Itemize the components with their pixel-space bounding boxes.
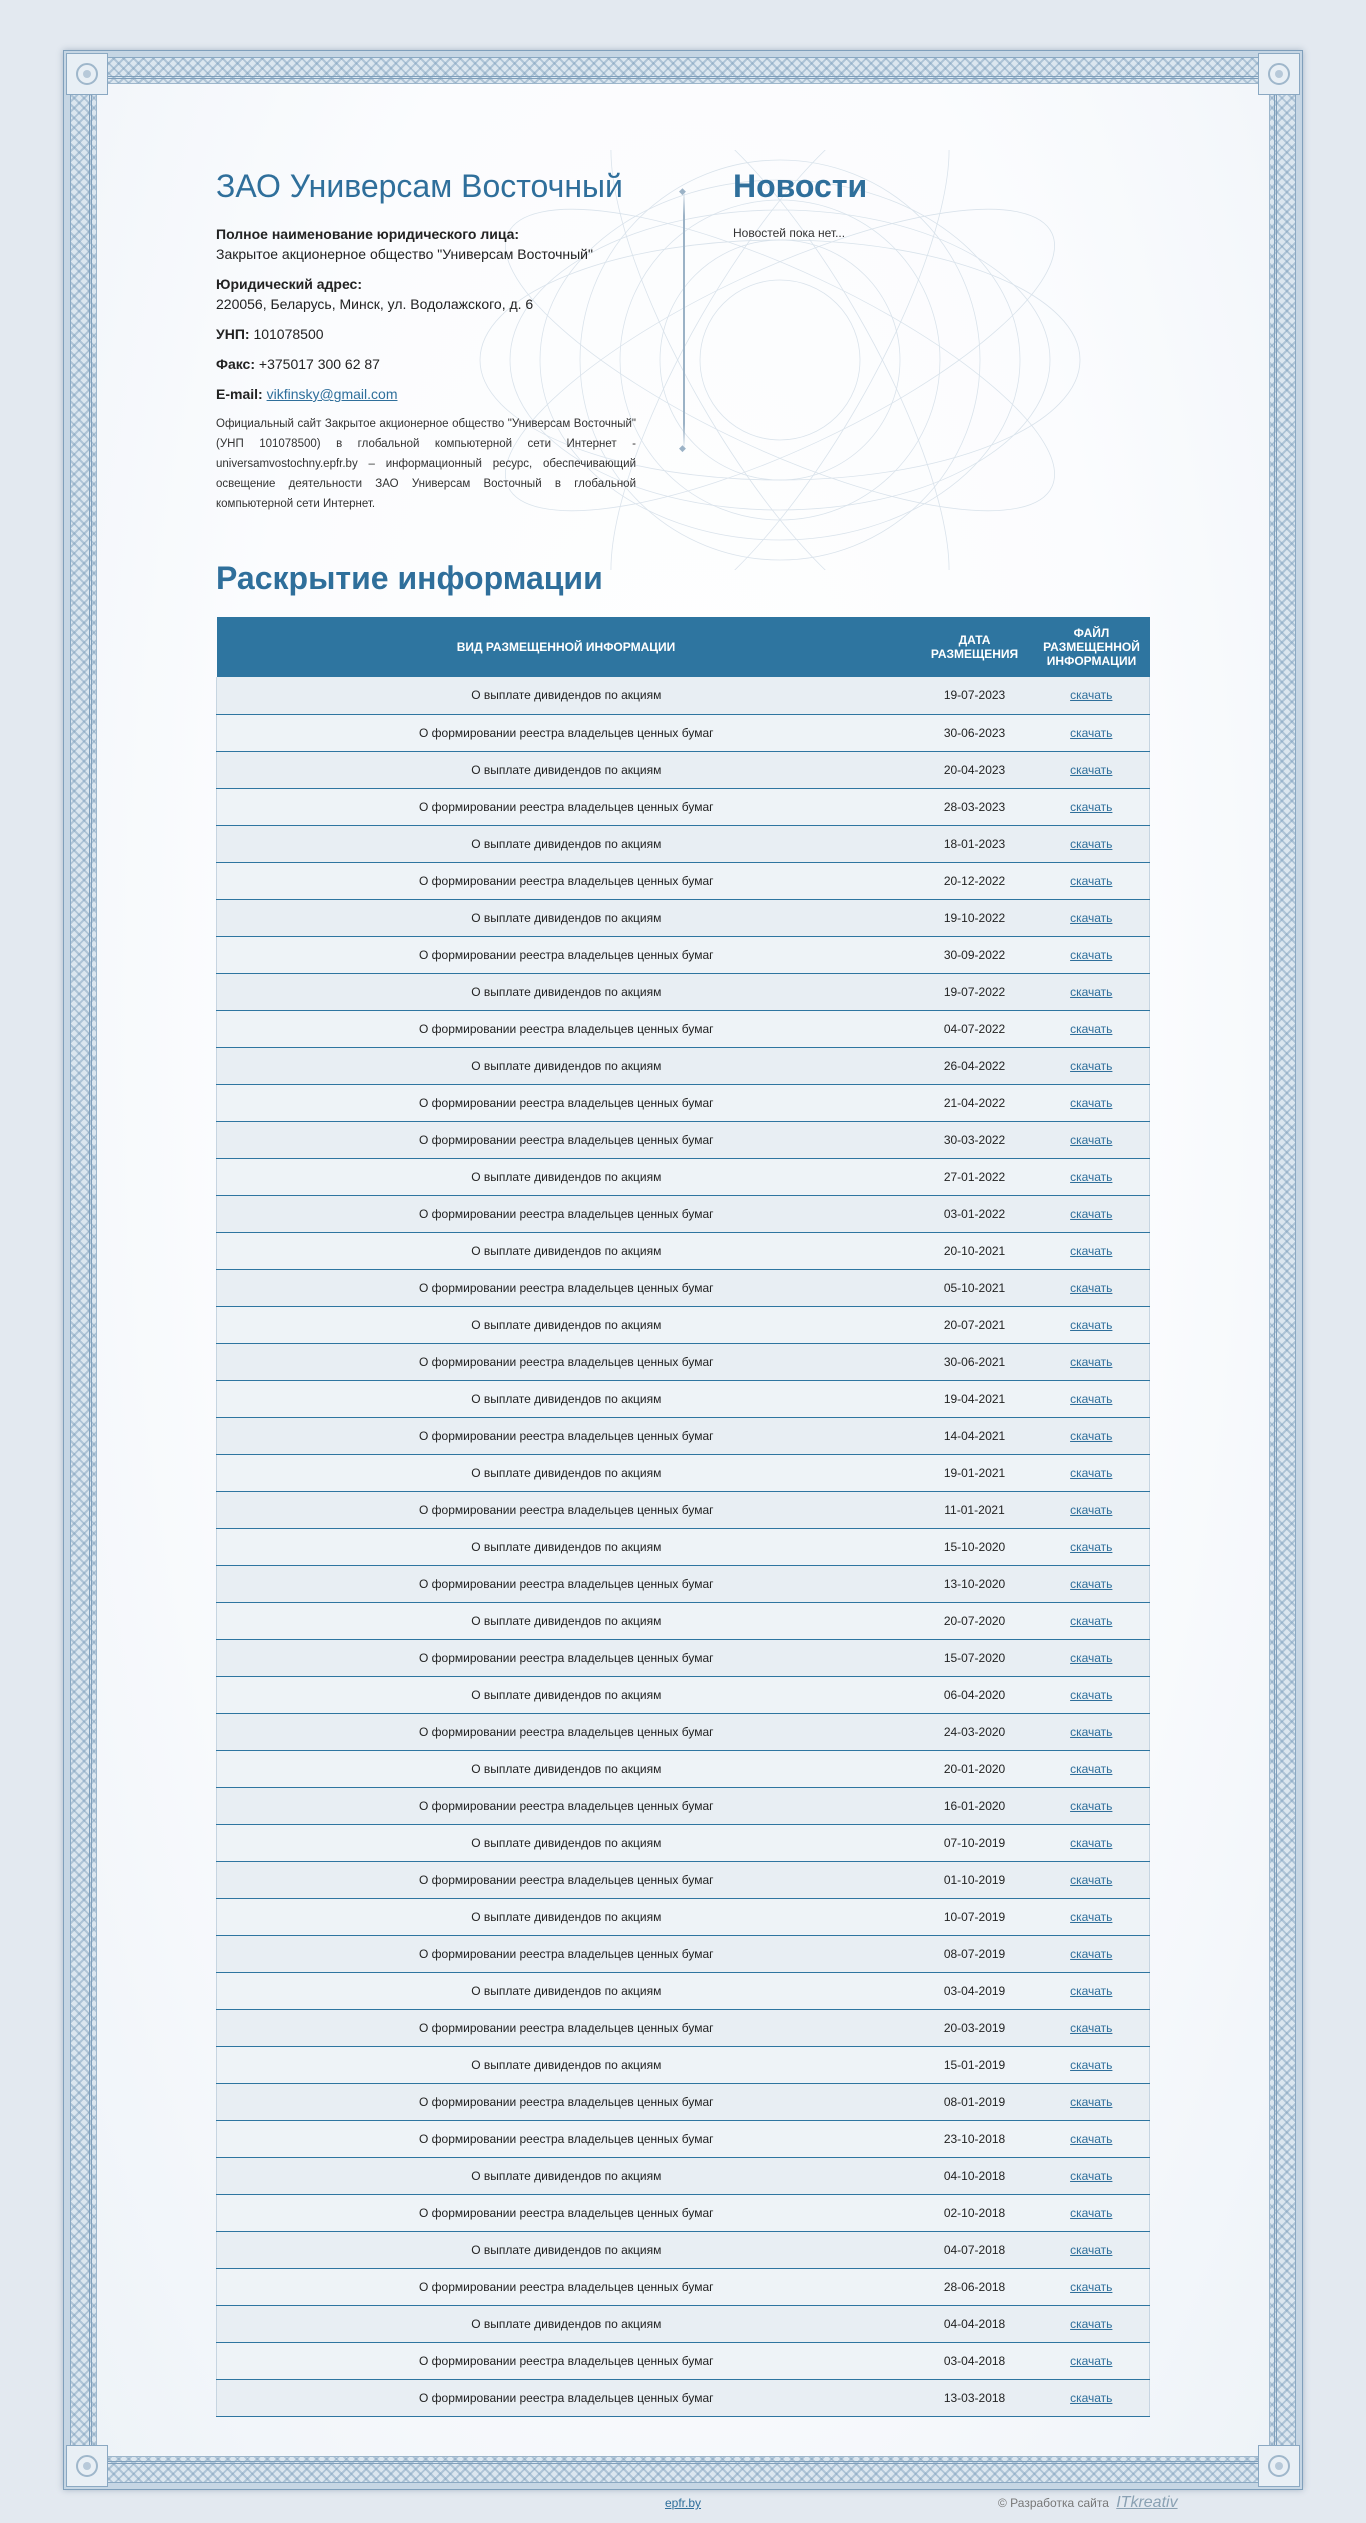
date-cell: 05-10-2021 — [916, 1269, 1034, 1306]
site-description: Официальный сайт Закрытое акционерное общество "Универсам Восточный" (УНП 101078500) в глобальной компьютерной сети Интернет - universamvostochny.epfr.by – информационный ресурс, обеспечивающий освещение деятельности ЗАО Универсам Восточный в глобальной компьютерной сети Интернет. — [216, 418, 636, 510]
info-type-cell: О выплате дивидендов по акциям — [217, 1528, 916, 1565]
info-type-cell: О формировании реестра владельцев ценных бумаг — [217, 2009, 916, 2046]
table-row — [217, 1343, 1150, 1380]
developer-logo[interactable]: ITkreativ — [1116, 2494, 1178, 2511]
email-label: E-mail: — [216, 386, 263, 402]
info-type-cell: О выплате дивидендов по акциям — [217, 1824, 916, 1861]
info-type-cell: О формировании реестра владельцев ценных бумаг — [217, 2194, 916, 2231]
download-link[interactable]: скачать — [1070, 1021, 1113, 1036]
table-row — [217, 1158, 1150, 1195]
file-cell — [1034, 2083, 1150, 2120]
table-row — [217, 1935, 1150, 1972]
info-type-cell: О формировании реестра владельцев ценных бумаг — [217, 2083, 916, 2120]
info-type-cell: О формировании реестра владельцев ценных бумаг — [217, 862, 916, 899]
file-cell — [1034, 2379, 1150, 2416]
info-type-cell: О формировании реестра владельцев ценных бумаг — [217, 1713, 916, 1750]
table-row — [217, 2083, 1150, 2120]
download-link[interactable]: скачать — [1070, 1798, 1113, 1813]
download-link[interactable]: скачать — [1070, 2279, 1113, 2294]
info-type-cell: О формировании реестра владельцев ценных бумаг — [217, 1565, 916, 1602]
date-cell: 04-04-2018 — [916, 2305, 1034, 2342]
download-link[interactable]: скачать — [1070, 762, 1113, 777]
file-cell — [1034, 862, 1150, 899]
table-row — [217, 1602, 1150, 1639]
download-link[interactable]: скачать — [1070, 1872, 1113, 1887]
table-row — [217, 2231, 1150, 2268]
table-row — [217, 2379, 1150, 2416]
address-label: Юридический адрес: — [216, 276, 362, 292]
company-title: ЗАО Универсам Восточный — [216, 168, 623, 204]
date-cell: 04-07-2018 — [916, 2231, 1034, 2268]
fax-row — [216, 354, 636, 374]
table-row — [217, 2009, 1150, 2046]
file-cell — [1034, 1972, 1150, 2009]
download-link[interactable]: скачать — [1070, 1206, 1113, 1221]
table-row — [217, 936, 1150, 973]
unp-value: 101078500 — [253, 326, 324, 342]
file-cell — [1034, 1269, 1150, 1306]
info-type-cell: О выплате дивидендов по акциям — [217, 2046, 916, 2083]
email-row — [216, 384, 636, 404]
info-type-cell: О выплате дивидендов по акциям — [217, 1380, 916, 1417]
download-link[interactable]: скачать — [1070, 2316, 1113, 2331]
download-link[interactable]: скачать — [1070, 1835, 1113, 1850]
file-cell — [1034, 714, 1150, 751]
file-cell — [1034, 1232, 1150, 1269]
developer-text: © Разработка сайта — [998, 2496, 1109, 2510]
file-cell — [1034, 825, 1150, 862]
table-row — [217, 1380, 1150, 1417]
date-cell: 20-03-2019 — [916, 2009, 1034, 2046]
unp-label: УНП: — [216, 326, 250, 342]
file-cell — [1034, 1047, 1150, 1084]
file-cell — [1034, 751, 1150, 788]
corner-ornament-icon — [66, 2445, 108, 2487]
file-cell — [1034, 2305, 1150, 2342]
info-type-cell: О формировании реестра владельцев ценных бумаг — [217, 1787, 916, 1824]
table-row — [217, 899, 1150, 936]
file-cell — [1034, 1935, 1150, 1972]
file-cell — [1034, 1676, 1150, 1713]
info-type-cell: О выплате дивидендов по акциям — [217, 1972, 916, 2009]
download-link[interactable]: скачать — [1070, 2131, 1113, 2146]
download-link[interactable]: скачать — [1070, 1391, 1113, 1406]
table-row — [217, 1232, 1150, 1269]
file-cell — [1034, 1417, 1150, 1454]
full-name-row — [216, 224, 636, 264]
file-cell — [1034, 1084, 1150, 1121]
email-link[interactable]: vikfinsky@gmail.com — [266, 386, 398, 402]
date-cell: 18-01-2023 — [916, 825, 1034, 862]
table-row — [217, 1528, 1150, 1565]
table-row — [217, 1565, 1150, 1602]
disclosure-table — [216, 617, 1150, 2417]
date-cell: 21-04-2022 — [916, 1084, 1034, 1121]
fax-label: Факс: — [216, 356, 256, 372]
column-header-date: ДАТА РАЗМЕЩЕНИЯ — [916, 617, 1034, 677]
info-type-cell: О формировании реестра владельцев ценных бумаг — [217, 1861, 916, 1898]
table-row — [217, 1195, 1150, 1232]
table-row — [217, 2157, 1150, 2194]
date-cell: 04-10-2018 — [916, 2157, 1034, 2194]
table-row — [217, 2194, 1150, 2231]
info-type-cell: О формировании реестра владельцев ценных бумаг — [217, 1491, 916, 1528]
download-link[interactable]: скачать — [1070, 1724, 1113, 1739]
info-type-cell: О формировании реестра владельцев ценных бумаг — [217, 1010, 916, 1047]
download-link[interactable]: скачать — [1070, 984, 1113, 999]
table-row — [217, 973, 1150, 1010]
date-cell: 08-07-2019 — [916, 1935, 1034, 1972]
download-link[interactable]: скачать — [1070, 1132, 1113, 1147]
file-cell — [1034, 1306, 1150, 1343]
date-cell: 30-09-2022 — [916, 936, 1034, 973]
info-type-cell: О формировании реестра владельцев ценных бумаг — [217, 1343, 916, 1380]
download-link[interactable]: скачать — [1070, 1243, 1113, 1258]
table-row — [217, 1084, 1150, 1121]
file-cell — [1034, 2009, 1150, 2046]
info-type-cell: О формировании реестра владельцев ценных бумаг — [217, 2379, 916, 2416]
info-type-cell: О формировании реестра владельцев ценных бумаг — [217, 2342, 916, 2379]
table-row — [217, 2305, 1150, 2342]
download-link[interactable]: скачать — [1070, 1502, 1113, 1517]
download-link[interactable]: скачать — [1070, 1280, 1113, 1295]
info-type-cell: О выплате дивидендов по акциям — [217, 1232, 916, 1269]
info-type-cell: О формировании реестра владельцев ценных бумаг — [217, 1639, 916, 1676]
date-cell: 20-10-2021 — [916, 1232, 1034, 1269]
date-cell: 30-06-2021 — [916, 1343, 1034, 1380]
table-row — [217, 751, 1150, 788]
file-cell — [1034, 1158, 1150, 1195]
date-cell: 30-06-2023 — [916, 714, 1034, 751]
info-type-cell: О формировании реестра владельцев ценных бумаг — [217, 2268, 916, 2305]
date-cell: 20-07-2021 — [916, 1306, 1034, 1343]
info-type-cell: О выплате дивидендов по акциям — [217, 1047, 916, 1084]
download-link[interactable]: скачать — [1070, 873, 1113, 888]
table-row — [217, 1010, 1150, 1047]
info-type-cell: О выплате дивидендов по акциям — [217, 1454, 916, 1491]
download-link[interactable]: скачать — [1070, 1946, 1113, 1961]
download-link[interactable]: скачать — [1070, 910, 1113, 925]
table-row — [217, 788, 1150, 825]
date-cell: 14-04-2021 — [916, 1417, 1034, 1454]
download-link[interactable]: скачать — [1070, 1095, 1113, 1110]
file-cell — [1034, 1898, 1150, 1935]
table-row — [217, 1787, 1150, 1824]
download-link[interactable]: скачать — [1070, 2168, 1113, 2183]
news-title: Новости — [733, 168, 868, 204]
table-row — [217, 1417, 1150, 1454]
file-cell — [1034, 2231, 1150, 2268]
date-cell: 19-01-2021 — [916, 1454, 1034, 1491]
download-link[interactable]: скачать — [1070, 2242, 1113, 2257]
info-type-cell: О выплате дивидендов по акциям — [217, 1158, 916, 1195]
column-header-type: ВИД РАЗМЕЩЕННОЙ ИНФОРМАЦИИ — [217, 617, 916, 677]
address-value: 220056, Беларусь, Минск, ул. Водолажского, д. 6 — [216, 296, 534, 312]
info-type-cell: О формировании реестра владельцев ценных бумаг — [217, 714, 916, 751]
download-link[interactable]: скачать — [1070, 1650, 1113, 1665]
info-type-cell: О формировании реестра владельцев ценных бумаг — [217, 1121, 916, 1158]
table-row — [217, 2342, 1150, 2379]
info-type-cell: О формировании реестра владельцев ценных бумаг — [217, 1935, 916, 1972]
date-cell: 20-04-2023 — [916, 751, 1034, 788]
file-cell — [1034, 1528, 1150, 1565]
news-empty-text: Новостей пока нет... — [733, 226, 846, 240]
download-link[interactable]: скачать — [1070, 799, 1113, 814]
table-row — [217, 714, 1150, 751]
file-cell — [1034, 1861, 1150, 1898]
download-link[interactable]: скачать — [1070, 2390, 1113, 2405]
table-row — [217, 1861, 1150, 1898]
date-cell: 03-01-2022 — [916, 1195, 1034, 1232]
info-type-cell: О выплате дивидендов по акциям — [217, 899, 916, 936]
table-header-row — [217, 617, 1150, 677]
info-type-cell: О формировании реестра владельцев ценных бумаг — [217, 1417, 916, 1454]
date-cell: 13-10-2020 — [916, 1565, 1034, 1602]
date-cell: 19-07-2023 — [916, 677, 1034, 714]
date-cell: 02-10-2018 — [916, 2194, 1034, 2231]
file-cell — [1034, 1195, 1150, 1232]
date-cell: 11-01-2021 — [916, 1491, 1034, 1528]
date-cell: 06-04-2020 — [916, 1676, 1034, 1713]
date-cell: 23-10-2018 — [916, 2120, 1034, 2157]
date-cell: 19-04-2021 — [916, 1380, 1034, 1417]
date-cell: 15-10-2020 — [916, 1528, 1034, 1565]
file-cell — [1034, 1713, 1150, 1750]
file-cell — [1034, 1602, 1150, 1639]
info-type-cell: О выплате дивидендов по акциям — [217, 2305, 916, 2342]
date-cell: 01-10-2019 — [916, 1861, 1034, 1898]
file-cell — [1034, 2268, 1150, 2305]
table-row — [217, 677, 1150, 714]
file-cell — [1034, 2194, 1150, 2231]
date-cell: 26-04-2022 — [916, 1047, 1034, 1084]
file-cell — [1034, 677, 1150, 714]
company-info — [216, 224, 636, 514]
download-link[interactable]: скачать — [1070, 1909, 1113, 1924]
download-link[interactable]: скачать — [1070, 1983, 1113, 1998]
date-cell: 15-01-2019 — [916, 2046, 1034, 2083]
corner-ornament-icon — [1258, 53, 1300, 95]
file-cell — [1034, 1380, 1150, 1417]
table-row — [217, 1121, 1150, 1158]
info-type-cell: О выплате дивидендов по акциям — [217, 751, 916, 788]
info-type-cell: О формировании реестра владельцев ценных бумаг — [217, 1269, 916, 1306]
date-cell: 27-01-2022 — [916, 1158, 1034, 1195]
file-cell — [1034, 1121, 1150, 1158]
table-row — [217, 1491, 1150, 1528]
download-link[interactable]: скачать — [1070, 836, 1113, 851]
fax-value: +375017 300 62 87 — [258, 356, 380, 372]
date-cell: 20-07-2020 — [916, 1602, 1034, 1639]
corner-ornament-icon — [1258, 2445, 1300, 2487]
disclosure-table-body — [217, 677, 1150, 2416]
info-type-cell: О выплате дивидендов по акциям — [217, 2157, 916, 2194]
download-link[interactable]: скачать — [1070, 688, 1113, 703]
download-link[interactable]: скачать — [1070, 1058, 1113, 1073]
file-cell — [1034, 1343, 1150, 1380]
date-cell: 03-04-2019 — [916, 1972, 1034, 2009]
info-type-cell: О выплате дивидендов по акциям — [217, 677, 916, 714]
file-cell — [1034, 1454, 1150, 1491]
table-row — [217, 1713, 1150, 1750]
file-cell — [1034, 2046, 1150, 2083]
download-link[interactable]: скачать — [1070, 2205, 1113, 2220]
date-cell: 13-03-2018 — [916, 2379, 1034, 2416]
download-link[interactable]: скачать — [1070, 947, 1113, 962]
file-cell — [1034, 2157, 1150, 2194]
date-cell: 19-07-2022 — [916, 973, 1034, 1010]
table-row — [217, 825, 1150, 862]
info-type-cell: О формировании реестра владельцев ценных бумаг — [217, 1195, 916, 1232]
date-cell: 16-01-2020 — [916, 1787, 1034, 1824]
download-link[interactable]: скачать — [1070, 2094, 1113, 2109]
file-cell — [1034, 1565, 1150, 1602]
download-link[interactable]: скачать — [1070, 1317, 1113, 1332]
table-row — [217, 2120, 1150, 2157]
table-row — [217, 1898, 1150, 1935]
download-link[interactable]: скачать — [1070, 1465, 1113, 1480]
date-cell: 10-07-2019 — [916, 1898, 1034, 1935]
download-link[interactable]: скачать — [1070, 2353, 1113, 2368]
address-row — [216, 274, 636, 314]
table-row — [217, 1750, 1150, 1787]
file-cell — [1034, 936, 1150, 973]
column-divider — [683, 190, 685, 450]
info-type-cell: О формировании реестра владельцев ценных бумаг — [217, 2120, 916, 2157]
info-type-cell: О формировании реестра владельцев ценных бумаг — [217, 1084, 916, 1121]
footer-site-link[interactable]: epfr.by — [665, 2496, 702, 2510]
file-cell — [1034, 2342, 1150, 2379]
table-row — [217, 1306, 1150, 1343]
date-cell: 20-12-2022 — [916, 862, 1034, 899]
file-cell — [1034, 1750, 1150, 1787]
table-row — [217, 1639, 1150, 1676]
full-name-value: Закрытое акционерное общество "Универсам Восточный" — [216, 246, 593, 262]
info-type-cell: О выплате дивидендов по акциям — [217, 1676, 916, 1713]
info-type-cell: О формировании реестра владельцев ценных бумаг — [217, 936, 916, 973]
info-type-cell: О выплате дивидендов по акциям — [217, 825, 916, 862]
column-header-file: ФАЙЛ РАЗМЕЩЕННОЙ ИНФОРМАЦИИ — [1034, 617, 1150, 677]
unp-row — [216, 324, 636, 344]
table-row — [217, 1824, 1150, 1861]
file-cell — [1034, 1010, 1150, 1047]
footer-developer — [998, 2494, 1178, 2512]
info-type-cell: О выплате дивидендов по акциям — [217, 1750, 916, 1787]
date-cell: 07-10-2019 — [916, 1824, 1034, 1861]
info-type-cell: О выплате дивидендов по акциям — [217, 1306, 916, 1343]
date-cell: 03-04-2018 — [916, 2342, 1034, 2379]
date-cell: 19-10-2022 — [916, 899, 1034, 936]
file-cell — [1034, 1824, 1150, 1861]
date-cell: 08-01-2019 — [916, 2083, 1034, 2120]
table-row — [217, 1047, 1150, 1084]
date-cell: 30-03-2022 — [916, 1121, 1034, 1158]
date-cell: 28-03-2023 — [916, 788, 1034, 825]
table-row — [217, 862, 1150, 899]
download-link[interactable]: скачать — [1070, 1354, 1113, 1369]
download-link[interactable]: скачать — [1070, 1576, 1113, 1591]
table-row — [217, 1972, 1150, 2009]
table-row — [217, 2046, 1150, 2083]
table-row — [217, 1269, 1150, 1306]
download-link[interactable]: скачать — [1070, 1169, 1113, 1184]
table-row — [217, 1454, 1150, 1491]
file-cell — [1034, 1491, 1150, 1528]
download-link[interactable]: скачать — [1070, 725, 1113, 740]
info-type-cell: О выплате дивидендов по акциям — [217, 973, 916, 1010]
download-link[interactable]: скачать — [1070, 1539, 1113, 1554]
file-cell — [1034, 2120, 1150, 2157]
date-cell: 04-07-2022 — [916, 1010, 1034, 1047]
info-type-cell: О формировании реестра владельцев ценных бумаг — [217, 788, 916, 825]
download-link[interactable]: скачать — [1070, 1613, 1113, 1628]
disclosure-title: Раскрытие информации — [216, 560, 603, 596]
file-cell — [1034, 788, 1150, 825]
file-cell — [1034, 1639, 1150, 1676]
file-cell — [1034, 899, 1150, 936]
full-name-label: Полное наименование юридического лица: — [216, 226, 520, 242]
corner-ornament-icon — [66, 53, 108, 95]
download-link[interactable]: скачать — [1070, 1761, 1113, 1776]
date-cell: 24-03-2020 — [916, 1713, 1034, 1750]
date-cell: 28-06-2018 — [916, 2268, 1034, 2305]
download-link[interactable]: скачать — [1070, 2020, 1113, 2035]
table-row — [217, 2268, 1150, 2305]
download-link[interactable]: скачать — [1070, 1687, 1113, 1702]
info-type-cell: О выплате дивидендов по акциям — [217, 1602, 916, 1639]
table-row — [217, 1676, 1150, 1713]
date-cell: 15-07-2020 — [916, 1639, 1034, 1676]
file-cell — [1034, 1787, 1150, 1824]
download-link[interactable]: скачать — [1070, 1428, 1113, 1443]
info-type-cell: О выплате дивидендов по акциям — [217, 2231, 916, 2268]
file-cell — [1034, 973, 1150, 1010]
download-link[interactable]: скачать — [1070, 2057, 1113, 2072]
info-type-cell: О выплате дивидендов по акциям — [217, 1898, 916, 1935]
date-cell: 20-01-2020 — [916, 1750, 1034, 1787]
